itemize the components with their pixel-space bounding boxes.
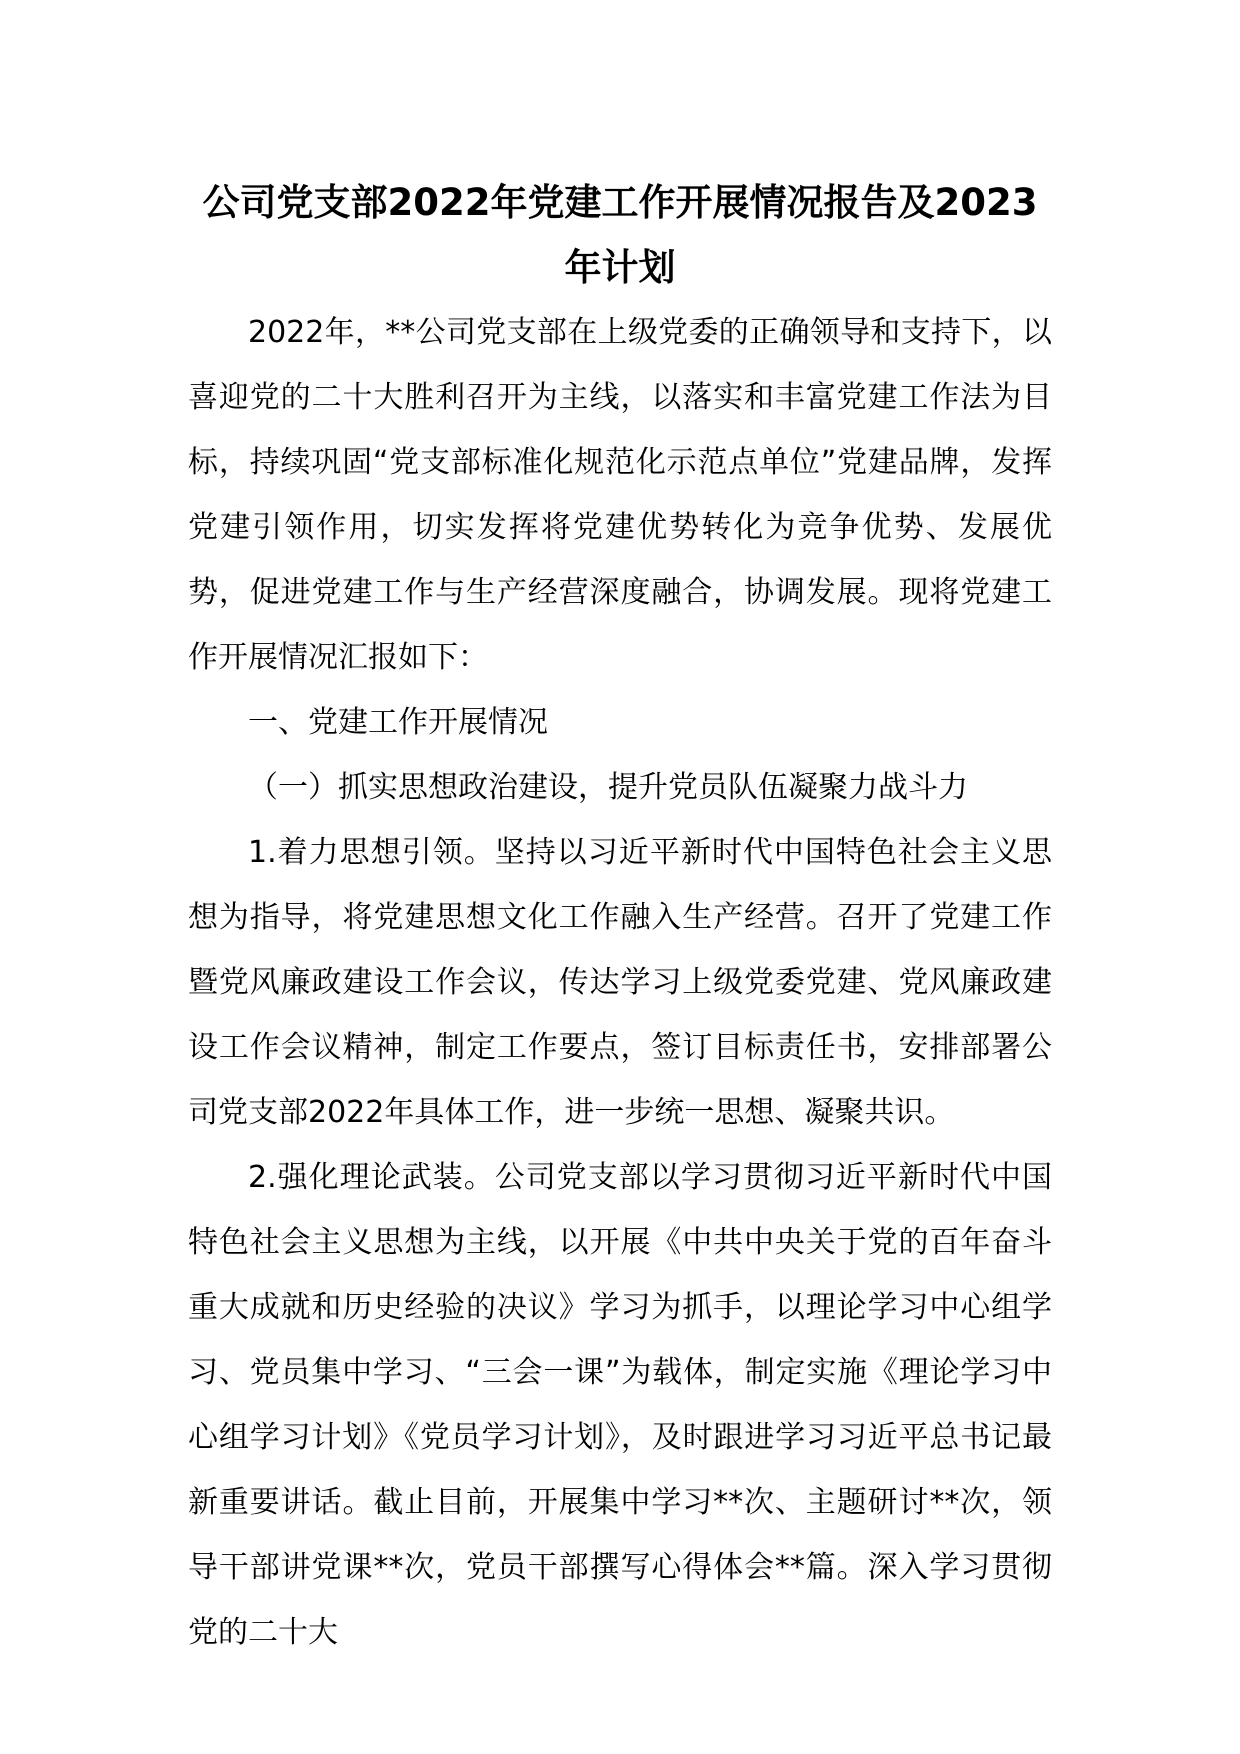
paragraph-item-2: 2.强化理论武装。公司党支部以学习贯彻习近平新时代中国特色社会主义思想为主线，以开展《中共中央关于党的百年奋斗重大成就和历史经验的决议》学习为抓手，以理论学习中心组学习、党员集中学习、“三会一课”为载体，制定实施《理论学习中心组学习计划》《党员学习计划》，及时跟进学习习近平总书记最新重要讲话。截止目前，开展集中学习**次、主题研讨**次，领导干部讲党课**次，党员干部撰写心得体会**篇。深入学习贯彻党的二十大 <box>188 1160 1052 1650</box>
paragraph-item-1: 1.着力思想引领。坚持以习近平新时代中国特色社会主义思想为指导，将党建思想文化工作融入生产经营。召开了党建工作暨党风廉政建设工作会议，传达学习上级党委党建、党风廉政建设工作会议精神，制定工作要点，签订目标责任书，安排部署公司党支部2022年具体工作，进一步统一思想、凝聚共识。 <box>188 835 1052 1130</box>
paragraph-intro: 2022年，**公司党支部在上级党委的正确领导和支持下，以喜迎党的二十大胜利召开为主线，以落实和丰富党建工作法为目标，持续巩固“党支部标准化规范化示范点单位”党建品牌，发挥党建引领作用，切实发挥将党建优势转化为竞争优势、发展优势，促进党建工作与生产经营深度融合，协调发展。现将党建工作开展情况汇报如下： <box>188 315 1052 675</box>
document-body <box>188 300 1052 1665</box>
section-heading: 一、党建工作开展情况 <box>248 705 548 740</box>
document-title: 公司党支部2022年党建工作开展情况报告及2023年计划 <box>202 181 1038 289</box>
subsection-heading: （一）抓实思想政治建设，提升党员队伍凝聚力战斗力 <box>248 770 968 805</box>
